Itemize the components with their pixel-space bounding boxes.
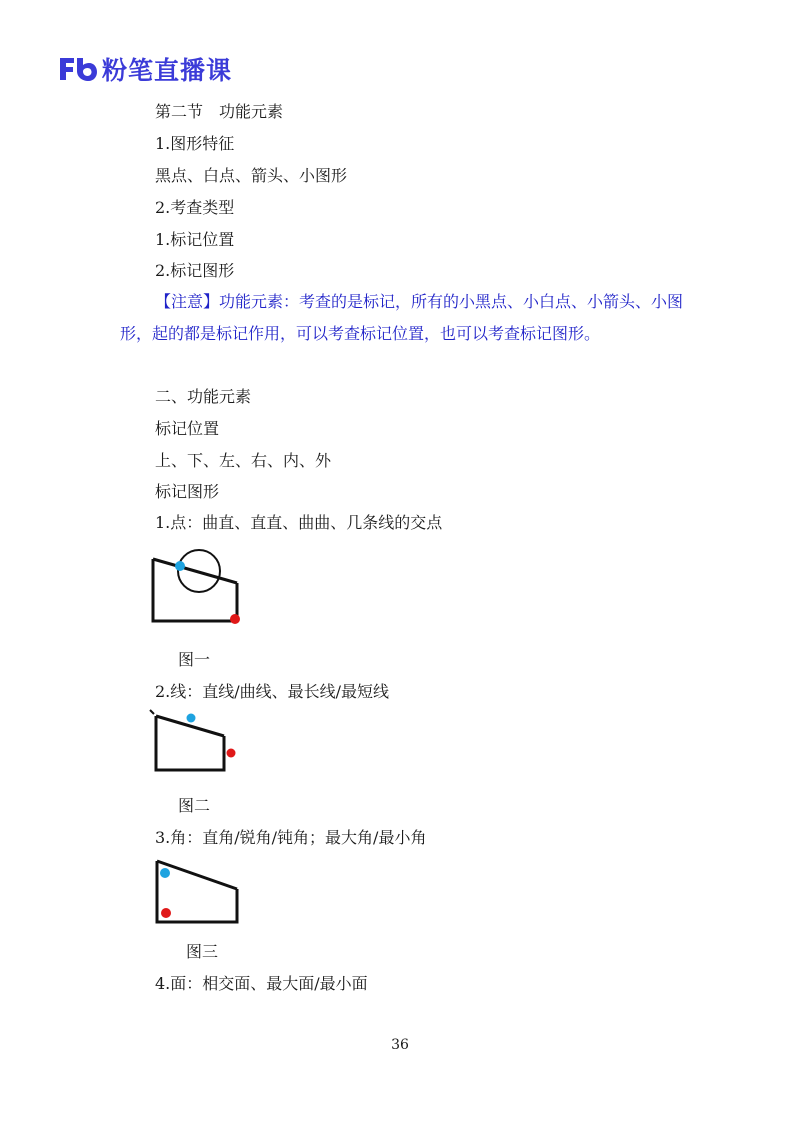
item-exam-types: 2.考查类型 [155,198,235,217]
graphic-features-body: 黑点、白点、箭头、小图形 [155,166,348,185]
brand-logo [58,52,232,86]
figure-2-caption: 图二 [178,796,211,815]
logo-text: 粉笔直播课 [102,56,233,85]
positions-list: 上、下、左、右、内、外 [155,451,332,470]
item-graphic-features: 1.图形特征 [155,134,235,153]
note-line-2: 形，起的都是标记作用，可以考查标记位置，也可以考查标记图形。 [120,324,601,343]
note-line-1: 【注意】功能元素：考查的是标记，所有的小黑点、小白点、小箭头、小图 [155,292,684,311]
section-title: 第二节 功能元素 [155,102,284,121]
part2-heading: 二、功能元素 [155,387,252,406]
figure-1-caption: 图一 [178,650,211,669]
mark-shape-label: 标记图形 [155,482,220,501]
figure-3-caption: 图三 [186,942,219,961]
mark-position-label: 标记位置 [155,419,220,438]
page-number: 36 [391,1037,409,1053]
exam-type-mark-shape: 2.标记图形 [155,261,235,280]
angle-types: 3.角：直角/锐角/钝角；最大角/最小角 [155,828,427,847]
point-types: 1.点：曲直、直直、曲曲、几条线的交点 [155,513,443,532]
exam-type-mark-position: 1.标记位置 [155,230,235,249]
fenbi-logo-icon [58,54,98,84]
figure-3 [150,855,245,930]
figure-2 [148,706,243,774]
face-types: 4.面：相交面、最大面/最小面 [155,974,368,993]
figure-1 [148,547,248,629]
line-types: 2.线：直线/曲线、最长线/最短线 [155,682,390,701]
